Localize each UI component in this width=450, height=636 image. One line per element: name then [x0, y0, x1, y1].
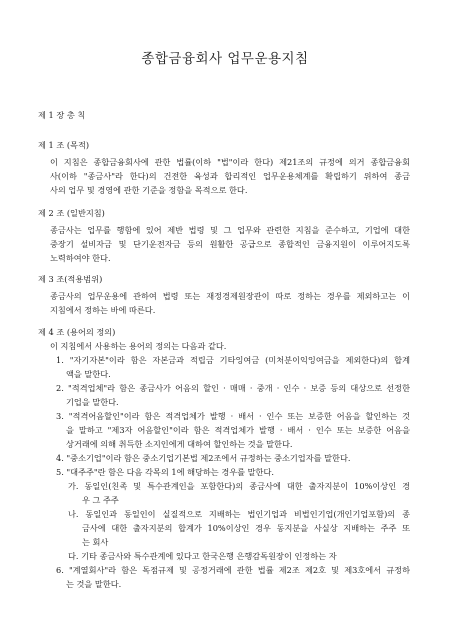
article-2-text-line: 중장기 설비자금 및 단기운전자금 등의 원활한 공급으로 종합적인 금융지원이 이루어지도록	[50, 239, 410, 249]
definition-item-5-ga-cont: 우 그 주주	[82, 495, 119, 505]
definition-item-2: 2. "적격업체"라 함은 종금사가 어음의 할인 · 매매 · 중개 · 인수 · 보증 등의 대상으로 선정한	[56, 383, 410, 393]
definition-item-5-na-cont: 는 회사	[82, 537, 109, 547]
article-1-text-line: 이 지침은 종합금융회사에 관한 법률(이하 "법"이라 한다) 제21조의 규정에 의거 종합금융회	[50, 157, 410, 167]
article-3-heading: 제 3 조(적용범위)	[38, 274, 103, 284]
definition-item-5-da: 다. 기타 종금사와 특수관계에 있다고 한국은행 은행감독원장이 인정하는 자	[68, 551, 337, 561]
definition-item-5-na: 나. 동일인과 동일인이 실질적으로 지배하는 법인기업과 비법인기업(개인기업포함)의 종	[68, 509, 410, 519]
definition-item-6-cont: 는 것을 말한다.	[66, 579, 122, 589]
article-4-heading: 제 4 조 (용어의 정의)	[38, 327, 116, 337]
article-4-intro: 이 지침에서 사용하는 용어의 정의는 다음과 같다.	[50, 341, 227, 351]
definition-item-1-cont: 액을 말한다.	[66, 369, 111, 379]
article-1-heading: 제 1 조 (목적)	[38, 140, 90, 150]
definition-item-3-cont: 을 말하고 "제3자 어음할인"이라 함은 적격업체가 발행 · 배서 · 인수 또는 보증한 어음을	[66, 425, 410, 435]
article-2-text-line: 노력하여야 한다.	[50, 253, 111, 263]
definition-item-1: 1. "자기자본"이라 함은 자본금과 적립금 기타잉여금 (미처분이익잉여금을 제외한다)의 합계	[56, 355, 410, 365]
article-1-text-line: 사의 업무 및 경영에 관한 기준을 정함을 목적으로 한다.	[50, 185, 248, 195]
article-3-text-line: 종금사의 업무운용에 관하여 법령 또는 재정경제원장관이 따로 정하는 경우를 제외하고는 이	[50, 291, 410, 301]
document-title: 종합금융회사 업무운용지침	[141, 51, 309, 67]
article-3-text-line: 지침에서 정하는 바에 따른다.	[50, 305, 156, 315]
definition-item-5: 5. "대주주"란 함은 다음 각목의 1에 해당하는 경우를 말한다.	[56, 467, 274, 477]
article-2-text-line: 종금사는 업무를 행함에 있어 제반 법령 및 그 업무와 관련한 지침을 준수하고, 기업에 대한	[50, 225, 410, 235]
chapter-heading: 제 1 장 총 칙	[38, 110, 86, 120]
definition-item-2-cont: 기업을 말한다.	[66, 397, 119, 407]
definition-item-5-ga: 가. 동일인(친족 및 특수관계인을 포함한다)의 종금사에 대한 출자지분이 10%이상인 경	[68, 481, 410, 491]
definition-item-3-cont: 상거래에 의해 취득한 소지인에게 대하여 할인하는 것을 말한다.	[66, 439, 293, 449]
article-1-text-line: 사(이하 "종금사"라 한다)의 건전한 육성과 합리적인 업무운용체계를 확립하기 위하여 종금	[50, 171, 410, 181]
definition-item-4: 4. "중소기업"이라 함은 중소기업기본법 제2조에서 규정하는 중소기업자를 말한다.	[56, 453, 351, 463]
definition-item-5-na-cont: 금사에 대한 출자지분의 합계가 10%이상인 경우 동지분을 사실상 지배하는 주주 또	[82, 523, 410, 533]
definition-item-3: 3. "적격어음할인"이라 함은 적격업체가 발행 · 배서 · 인수 또는 보증한 어음을 할인하는 것	[56, 411, 410, 421]
definition-item-6: 6. "계열회사"라 함은 독점규제 및 공정거래에 관한 법률 제2조 제2호 및 제3호에서 규정하	[56, 565, 410, 575]
article-2-heading: 제 2 조 (일반지침)	[38, 208, 105, 218]
